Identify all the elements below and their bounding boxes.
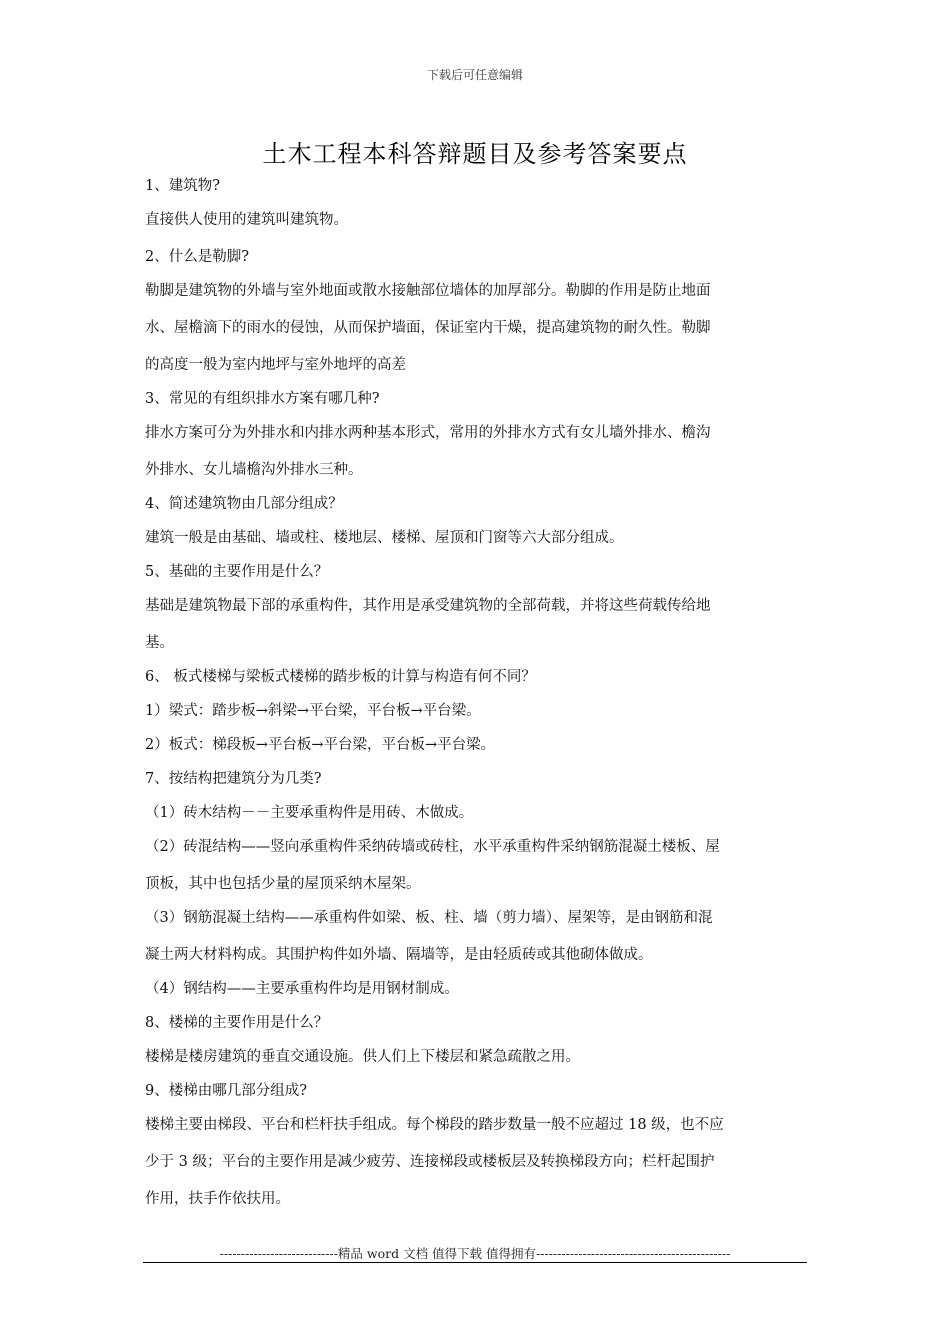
answer-line: 建筑一般是由基础、墙或柱、楼地层、楼梯、屋顶和门窗等六大部分组成。 (145, 530, 624, 546)
page-footer: ----------------------------精品 word 文档 值得下载 值得拥有---------------------------------------------- (219, 1246, 731, 1261)
question-line: 6、 板式楼梯与梁板式楼梯的踏步板的计算与构造有何不同？ (145, 669, 536, 685)
answer-line: （4）钢结构——主要承重构件均是用钢材制成。 (145, 981, 459, 997)
answer-line: 少于 3 级；平台的主要作用是减少疲劳、连接梯段或楼板层及转换梯段方向；栏杆起围护 (145, 1154, 715, 1170)
answer-line: 水、屋檐滴下的雨水的侵蚀，从而保护墙面，保证室内干燥，提高建筑物的耐久性。勒脚 (145, 320, 711, 336)
answer-line: 基。 (145, 635, 174, 651)
footer-divider (143, 1262, 807, 1263)
answer-line: 勒脚是建筑物的外墙与室外地面或散水接触部位墙体的加厚部分。勒脚的作用是防止地面 (145, 283, 711, 299)
question-line: 9、楼梯由哪几部分组成? (145, 1083, 307, 1099)
answer-line: 排水方案可分为外排水和内排水两种基本形式，常用的外排水方式有女儿墙外排水、檐沟 (145, 425, 711, 441)
question-line: 5、基础的主要作用是什么？ (145, 564, 329, 580)
answer-line: （3）钢筋混凝土结构——承重构件如梁、板、柱、墙（剪力墙）、屋架等，是由钢筋和混 (145, 910, 713, 926)
answer-line: 2）板式：梯段板→平台板→平台梁，平台板→平台梁。 (145, 737, 496, 753)
question-line: 8、楼梯的主要作用是什么？ (145, 1015, 329, 1031)
answer-line: 外排水、女儿墙檐沟外排水三种。 (145, 462, 363, 478)
question-line: 2、什么是勒脚? (145, 249, 249, 265)
answer-line: 楼梯主要由梯段、平台和栏杆扶手组成。每个梯段的踏步数量一般不应超过 18 级，也不应 (145, 1117, 724, 1133)
document-title: 土木工程本科答辩题目及参考答案要点 (262, 140, 688, 168)
answer-line: 楼梯是楼房建筑的垂直交通设施。供人们上下楼层和紧急疏散之用。 (145, 1049, 580, 1065)
answer-line: 凝土两大材料构成。其围护构件如外墙、隔墙等，是由轻质砖或其他砌体做成。 (145, 947, 653, 963)
document-body (145, 175, 807, 1222)
question-line: 1、建筑物? (145, 178, 220, 194)
page-header: 下载后可任意编辑 (426, 68, 523, 82)
answer-line: 基础是建筑物最下部的承重构件，其作用是承受建筑物的全部荷载，并将这些荷载传给地 (145, 598, 711, 614)
answer-line: （2）砖混结构——竖向承重构件采纳砖墙或砖柱，水平承重构件采纳钢筋混凝土楼板、屋 (145, 839, 720, 855)
question-line: 7、按结构把建筑分为几类? (145, 771, 322, 787)
question-line: 4、简述建筑物由几部分组成？ (145, 496, 343, 512)
answer-line: 直接供人使用的建筑叫建筑物。 (145, 212, 348, 228)
answer-line: 顶板，其中也包括少量的屋顶采纳木屋架。 (145, 876, 421, 892)
answer-line: 作用，扶手作依扶用。 (145, 1191, 290, 1207)
question-line: 3、常见的有组织排水方案有哪几种? (145, 391, 380, 407)
answer-line: 1）梁式：踏步板→斜梁→平台梁，平台板→平台梁。 (145, 703, 481, 719)
answer-line: （1）砖木结构－－主要承重构件是用砖、木做成。 (145, 805, 474, 821)
answer-line: 的高度一般为室内地坪与室外地坪的高差 (145, 357, 406, 373)
